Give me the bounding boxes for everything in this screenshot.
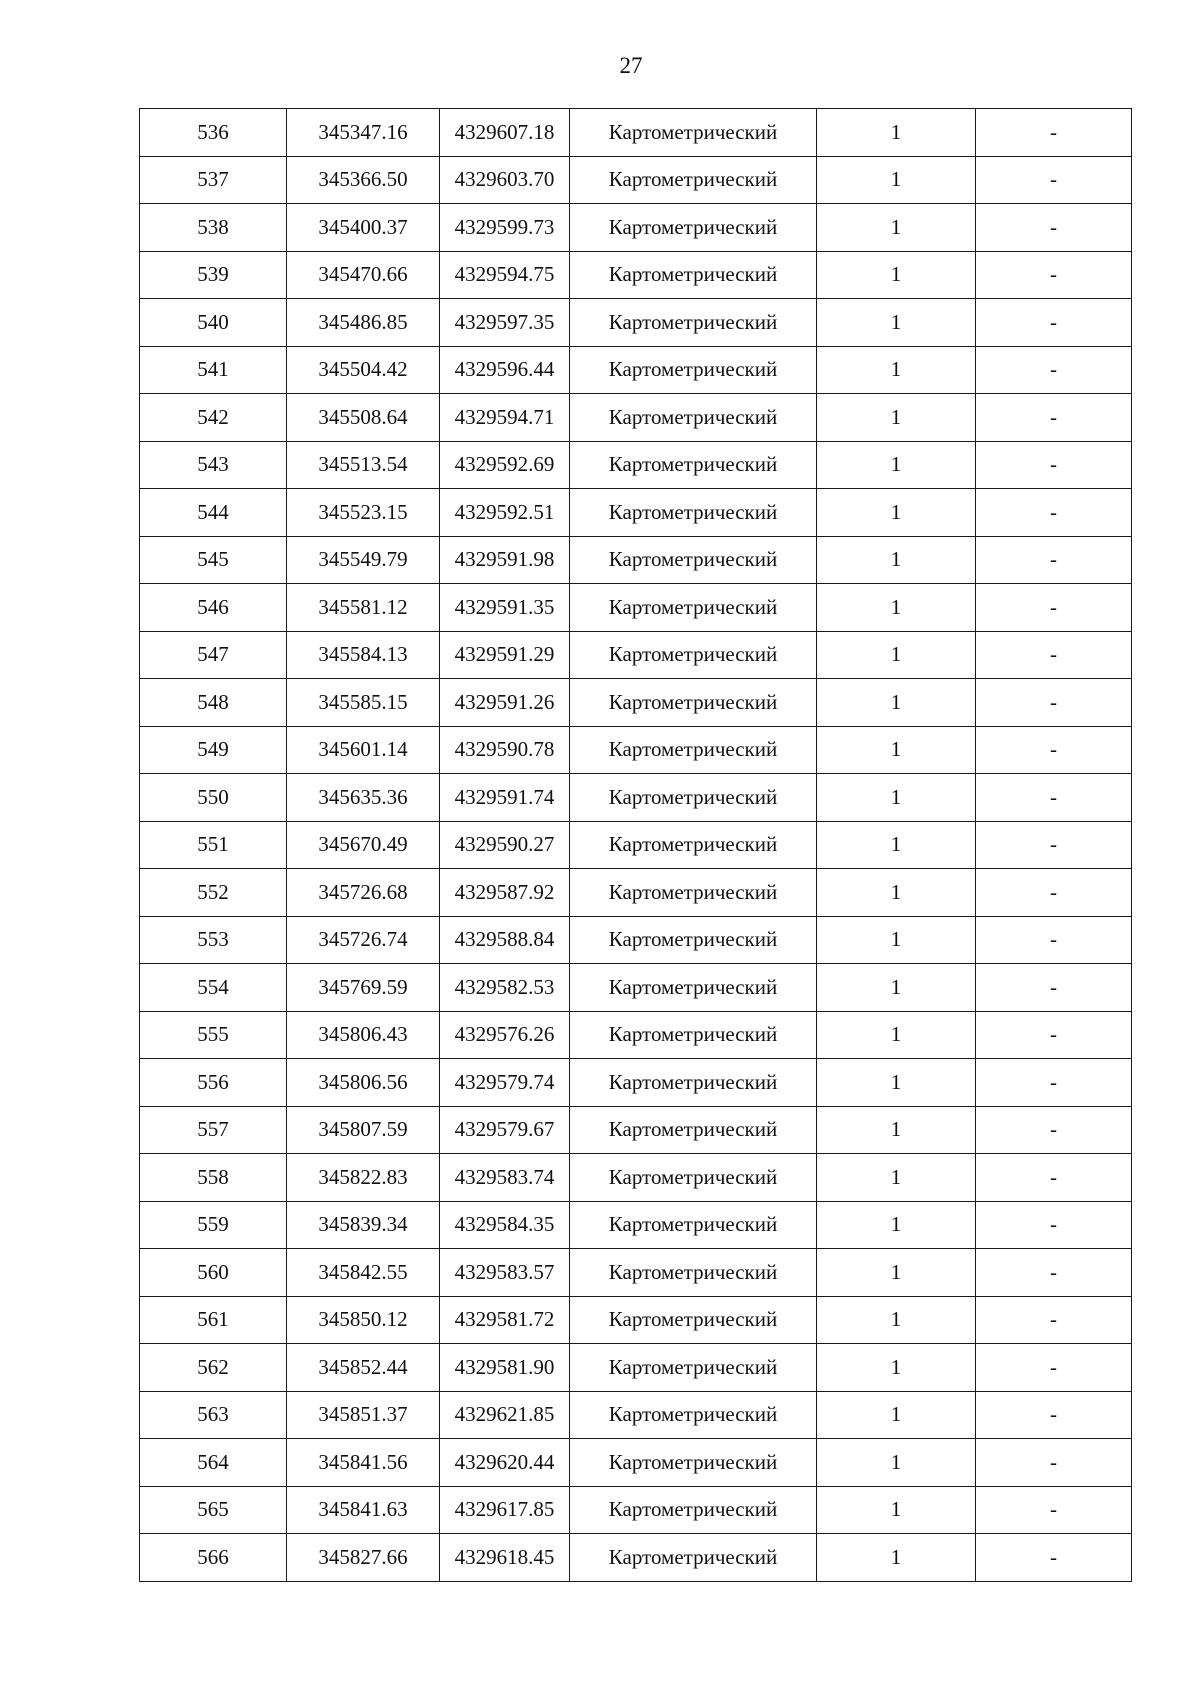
accuracy-cell: 1 xyxy=(817,299,976,347)
description-cell: - xyxy=(976,1059,1132,1107)
y-coordinate-cell: 4329588.84 xyxy=(440,916,570,964)
description-cell: - xyxy=(976,536,1132,584)
accuracy-cell: 1 xyxy=(817,441,976,489)
point-number-cell: 542 xyxy=(140,394,287,442)
accuracy-cell: 1 xyxy=(817,584,976,632)
accuracy-cell: 1 xyxy=(817,679,976,727)
x-coordinate-cell: 345842.55 xyxy=(287,1249,440,1297)
x-coordinate-cell: 345549.79 xyxy=(287,536,440,584)
point-number-cell: 548 xyxy=(140,679,287,727)
x-coordinate-cell: 345585.15 xyxy=(287,679,440,727)
accuracy-cell: 1 xyxy=(817,1296,976,1344)
x-coordinate-cell: 345508.64 xyxy=(287,394,440,442)
table-row xyxy=(140,346,1132,394)
method-cell: Картометрический xyxy=(570,1106,817,1154)
table-row xyxy=(140,109,1132,157)
accuracy-cell: 1 xyxy=(817,109,976,157)
table-row xyxy=(140,441,1132,489)
y-coordinate-cell: 4329584.35 xyxy=(440,1201,570,1249)
description-cell: - xyxy=(976,726,1132,774)
x-coordinate-cell: 345400.37 xyxy=(287,204,440,252)
y-coordinate-cell: 4329607.18 xyxy=(440,109,570,157)
accuracy-cell: 1 xyxy=(817,251,976,299)
method-cell: Картометрический xyxy=(570,631,817,679)
point-number-cell: 541 xyxy=(140,346,287,394)
y-coordinate-cell: 4329617.85 xyxy=(440,1486,570,1534)
x-coordinate-cell: 345827.66 xyxy=(287,1534,440,1582)
table-row xyxy=(140,1249,1132,1297)
method-cell: Картометрический xyxy=(570,251,817,299)
x-coordinate-cell: 345470.66 xyxy=(287,251,440,299)
method-cell: Картометрический xyxy=(570,774,817,822)
point-number-cell: 562 xyxy=(140,1344,287,1392)
y-coordinate-cell: 4329591.74 xyxy=(440,774,570,822)
y-coordinate-cell: 4329603.70 xyxy=(440,156,570,204)
point-number-cell: 566 xyxy=(140,1534,287,1582)
accuracy-cell: 1 xyxy=(817,394,976,442)
method-cell: Картометрический xyxy=(570,1154,817,1202)
point-number-cell: 564 xyxy=(140,1439,287,1487)
point-number-cell: 546 xyxy=(140,584,287,632)
y-coordinate-cell: 4329618.45 xyxy=(440,1534,570,1582)
accuracy-cell: 1 xyxy=(817,1391,976,1439)
x-coordinate-cell: 345806.43 xyxy=(287,1011,440,1059)
table-row xyxy=(140,251,1132,299)
method-cell: Картометрический xyxy=(570,299,817,347)
point-number-cell: 545 xyxy=(140,536,287,584)
y-coordinate-cell: 4329592.69 xyxy=(440,441,570,489)
y-coordinate-cell: 4329597.35 xyxy=(440,299,570,347)
x-coordinate-cell: 345670.49 xyxy=(287,821,440,869)
x-coordinate-cell: 345584.13 xyxy=(287,631,440,679)
description-cell: - xyxy=(976,1391,1132,1439)
table-row xyxy=(140,1391,1132,1439)
y-coordinate-cell: 4329620.44 xyxy=(440,1439,570,1487)
point-number-cell: 539 xyxy=(140,251,287,299)
description-cell: - xyxy=(976,1106,1132,1154)
table-row xyxy=(140,1106,1132,1154)
y-coordinate-cell: 4329587.92 xyxy=(440,869,570,917)
x-coordinate-cell: 345841.63 xyxy=(287,1486,440,1534)
method-cell: Картометрический xyxy=(570,441,817,489)
method-cell: Картометрический xyxy=(570,156,817,204)
method-cell: Картометрический xyxy=(570,679,817,727)
point-number-cell: 558 xyxy=(140,1154,287,1202)
accuracy-cell: 1 xyxy=(817,916,976,964)
point-number-cell: 555 xyxy=(140,1011,287,1059)
table-row xyxy=(140,1011,1132,1059)
y-coordinate-cell: 4329591.26 xyxy=(440,679,570,727)
description-cell: - xyxy=(976,299,1132,347)
y-coordinate-cell: 4329581.90 xyxy=(440,1344,570,1392)
x-coordinate-cell: 345601.14 xyxy=(287,726,440,774)
point-number-cell: 552 xyxy=(140,869,287,917)
table-row xyxy=(140,964,1132,1012)
method-cell: Картометрический xyxy=(570,726,817,774)
accuracy-cell: 1 xyxy=(817,631,976,679)
table-row xyxy=(140,1154,1132,1202)
accuracy-cell: 1 xyxy=(817,1154,976,1202)
point-number-cell: 544 xyxy=(140,489,287,537)
method-cell: Картометрический xyxy=(570,964,817,1012)
table-row xyxy=(140,1296,1132,1344)
table-row xyxy=(140,916,1132,964)
accuracy-cell: 1 xyxy=(817,1059,976,1107)
point-number-cell: 554 xyxy=(140,964,287,1012)
y-coordinate-cell: 4329579.74 xyxy=(440,1059,570,1107)
table-row xyxy=(140,869,1132,917)
method-cell: Картометрический xyxy=(570,869,817,917)
page-number: 27 xyxy=(619,53,643,78)
accuracy-cell: 1 xyxy=(817,536,976,584)
y-coordinate-cell: 4329596.44 xyxy=(440,346,570,394)
description-cell: - xyxy=(976,1154,1132,1202)
method-cell: Картометрический xyxy=(570,109,817,157)
y-coordinate-cell: 4329583.74 xyxy=(440,1154,570,1202)
method-cell: Картометрический xyxy=(570,204,817,252)
accuracy-cell: 1 xyxy=(817,1201,976,1249)
accuracy-cell: 1 xyxy=(817,1011,976,1059)
table-row xyxy=(140,584,1132,632)
method-cell: Картометрический xyxy=(570,1534,817,1582)
point-number-cell: 557 xyxy=(140,1106,287,1154)
method-cell: Картометрический xyxy=(570,1201,817,1249)
description-cell: - xyxy=(976,821,1132,869)
point-number-cell: 537 xyxy=(140,156,287,204)
description-cell: - xyxy=(976,774,1132,822)
description-cell: - xyxy=(976,156,1132,204)
x-coordinate-cell: 345806.56 xyxy=(287,1059,440,1107)
accuracy-cell: 1 xyxy=(817,204,976,252)
description-cell: - xyxy=(976,109,1132,157)
x-coordinate-cell: 345347.16 xyxy=(287,109,440,157)
point-number-cell: 540 xyxy=(140,299,287,347)
table-row xyxy=(140,489,1132,537)
description-cell: - xyxy=(976,441,1132,489)
table-row xyxy=(140,631,1132,679)
accuracy-cell: 1 xyxy=(817,1249,976,1297)
accuracy-cell: 1 xyxy=(817,489,976,537)
x-coordinate-cell: 345486.85 xyxy=(287,299,440,347)
table-row xyxy=(140,1344,1132,1392)
y-coordinate-cell: 4329576.26 xyxy=(440,1011,570,1059)
table-row xyxy=(140,679,1132,727)
method-cell: Картометрический xyxy=(570,1249,817,1297)
accuracy-cell: 1 xyxy=(817,1106,976,1154)
table-row xyxy=(140,726,1132,774)
point-number-cell: 559 xyxy=(140,1201,287,1249)
table-row xyxy=(140,1059,1132,1107)
x-coordinate-cell: 345504.42 xyxy=(287,346,440,394)
method-cell: Картометрический xyxy=(570,1439,817,1487)
point-number-cell: 563 xyxy=(140,1391,287,1439)
x-coordinate-cell: 345852.44 xyxy=(287,1344,440,1392)
method-cell: Картометрический xyxy=(570,1486,817,1534)
description-cell: - xyxy=(976,204,1132,252)
x-coordinate-cell: 345839.34 xyxy=(287,1201,440,1249)
x-coordinate-cell: 345726.74 xyxy=(287,916,440,964)
x-coordinate-cell: 345726.68 xyxy=(287,869,440,917)
table-row xyxy=(140,536,1132,584)
point-number-cell: 560 xyxy=(140,1249,287,1297)
description-cell: - xyxy=(976,1296,1132,1344)
method-cell: Картометрический xyxy=(570,394,817,442)
x-coordinate-cell: 345769.59 xyxy=(287,964,440,1012)
table-row xyxy=(140,204,1132,252)
point-number-cell: 565 xyxy=(140,1486,287,1534)
description-cell: - xyxy=(976,1534,1132,1582)
description-cell: - xyxy=(976,1344,1132,1392)
y-coordinate-cell: 4329583.57 xyxy=(440,1249,570,1297)
accuracy-cell: 1 xyxy=(817,156,976,204)
point-number-cell: 551 xyxy=(140,821,287,869)
description-cell: - xyxy=(976,916,1132,964)
description-cell: - xyxy=(976,679,1132,727)
accuracy-cell: 1 xyxy=(817,869,976,917)
accuracy-cell: 1 xyxy=(817,1486,976,1534)
description-cell: - xyxy=(976,1249,1132,1297)
accuracy-cell: 1 xyxy=(817,726,976,774)
x-coordinate-cell: 345366.50 xyxy=(287,156,440,204)
x-coordinate-cell: 345635.36 xyxy=(287,774,440,822)
x-coordinate-cell: 345822.83 xyxy=(287,1154,440,1202)
point-number-cell: 538 xyxy=(140,204,287,252)
y-coordinate-cell: 4329591.98 xyxy=(440,536,570,584)
point-number-cell: 561 xyxy=(140,1296,287,1344)
point-number-cell: 550 xyxy=(140,774,287,822)
coordinates-table-body xyxy=(140,109,1132,1582)
accuracy-cell: 1 xyxy=(817,1534,976,1582)
accuracy-cell: 1 xyxy=(817,774,976,822)
accuracy-cell: 1 xyxy=(817,346,976,394)
y-coordinate-cell: 4329621.85 xyxy=(440,1391,570,1439)
description-cell: - xyxy=(976,1439,1132,1487)
point-number-cell: 549 xyxy=(140,726,287,774)
y-coordinate-cell: 4329592.51 xyxy=(440,489,570,537)
y-coordinate-cell: 4329581.72 xyxy=(440,1296,570,1344)
table-row xyxy=(140,821,1132,869)
point-number-cell: 547 xyxy=(140,631,287,679)
description-cell: - xyxy=(976,346,1132,394)
method-cell: Картометрический xyxy=(570,584,817,632)
description-cell: - xyxy=(976,1486,1132,1534)
description-cell: - xyxy=(976,584,1132,632)
x-coordinate-cell: 345850.12 xyxy=(287,1296,440,1344)
y-coordinate-cell: 4329591.29 xyxy=(440,631,570,679)
x-coordinate-cell: 345523.15 xyxy=(287,489,440,537)
method-cell: Картометрический xyxy=(570,916,817,964)
y-coordinate-cell: 4329590.27 xyxy=(440,821,570,869)
y-coordinate-cell: 4329582.53 xyxy=(440,964,570,1012)
point-number-cell: 543 xyxy=(140,441,287,489)
y-coordinate-cell: 4329594.71 xyxy=(440,394,570,442)
accuracy-cell: 1 xyxy=(817,1344,976,1392)
description-cell: - xyxy=(976,869,1132,917)
method-cell: Картометрический xyxy=(570,1391,817,1439)
method-cell: Картометрический xyxy=(570,1344,817,1392)
description-cell: - xyxy=(976,631,1132,679)
table-row xyxy=(140,299,1132,347)
point-number-cell: 556 xyxy=(140,1059,287,1107)
table-row xyxy=(140,1439,1132,1487)
method-cell: Картометрический xyxy=(570,1011,817,1059)
method-cell: Картометрический xyxy=(570,536,817,584)
table-row xyxy=(140,1486,1132,1534)
table-row xyxy=(140,394,1132,442)
table-row xyxy=(140,1534,1132,1582)
y-coordinate-cell: 4329591.35 xyxy=(440,584,570,632)
description-cell: - xyxy=(976,394,1132,442)
y-coordinate-cell: 4329599.73 xyxy=(440,204,570,252)
description-cell: - xyxy=(976,489,1132,537)
accuracy-cell: 1 xyxy=(817,821,976,869)
x-coordinate-cell: 345851.37 xyxy=(287,1391,440,1439)
table-row xyxy=(140,774,1132,822)
method-cell: Картометрический xyxy=(570,1296,817,1344)
method-cell: Картометрический xyxy=(570,1059,817,1107)
coordinates-table xyxy=(139,108,1132,1582)
method-cell: Картометрический xyxy=(570,346,817,394)
description-cell: - xyxy=(976,1011,1132,1059)
description-cell: - xyxy=(976,251,1132,299)
description-cell: - xyxy=(976,964,1132,1012)
description-cell: - xyxy=(976,1201,1132,1249)
x-coordinate-cell: 345841.56 xyxy=(287,1439,440,1487)
accuracy-cell: 1 xyxy=(817,1439,976,1487)
point-number-cell: 553 xyxy=(140,916,287,964)
x-coordinate-cell: 345581.12 xyxy=(287,584,440,632)
point-number-cell: 536 xyxy=(140,109,287,157)
table-row xyxy=(140,156,1132,204)
y-coordinate-cell: 4329594.75 xyxy=(440,251,570,299)
y-coordinate-cell: 4329579.67 xyxy=(440,1106,570,1154)
method-cell: Картометрический xyxy=(570,489,817,537)
accuracy-cell: 1 xyxy=(817,964,976,1012)
x-coordinate-cell: 345807.59 xyxy=(287,1106,440,1154)
x-coordinate-cell: 345513.54 xyxy=(287,441,440,489)
table-row xyxy=(140,1201,1132,1249)
method-cell: Картометрический xyxy=(570,821,817,869)
y-coordinate-cell: 4329590.78 xyxy=(440,726,570,774)
